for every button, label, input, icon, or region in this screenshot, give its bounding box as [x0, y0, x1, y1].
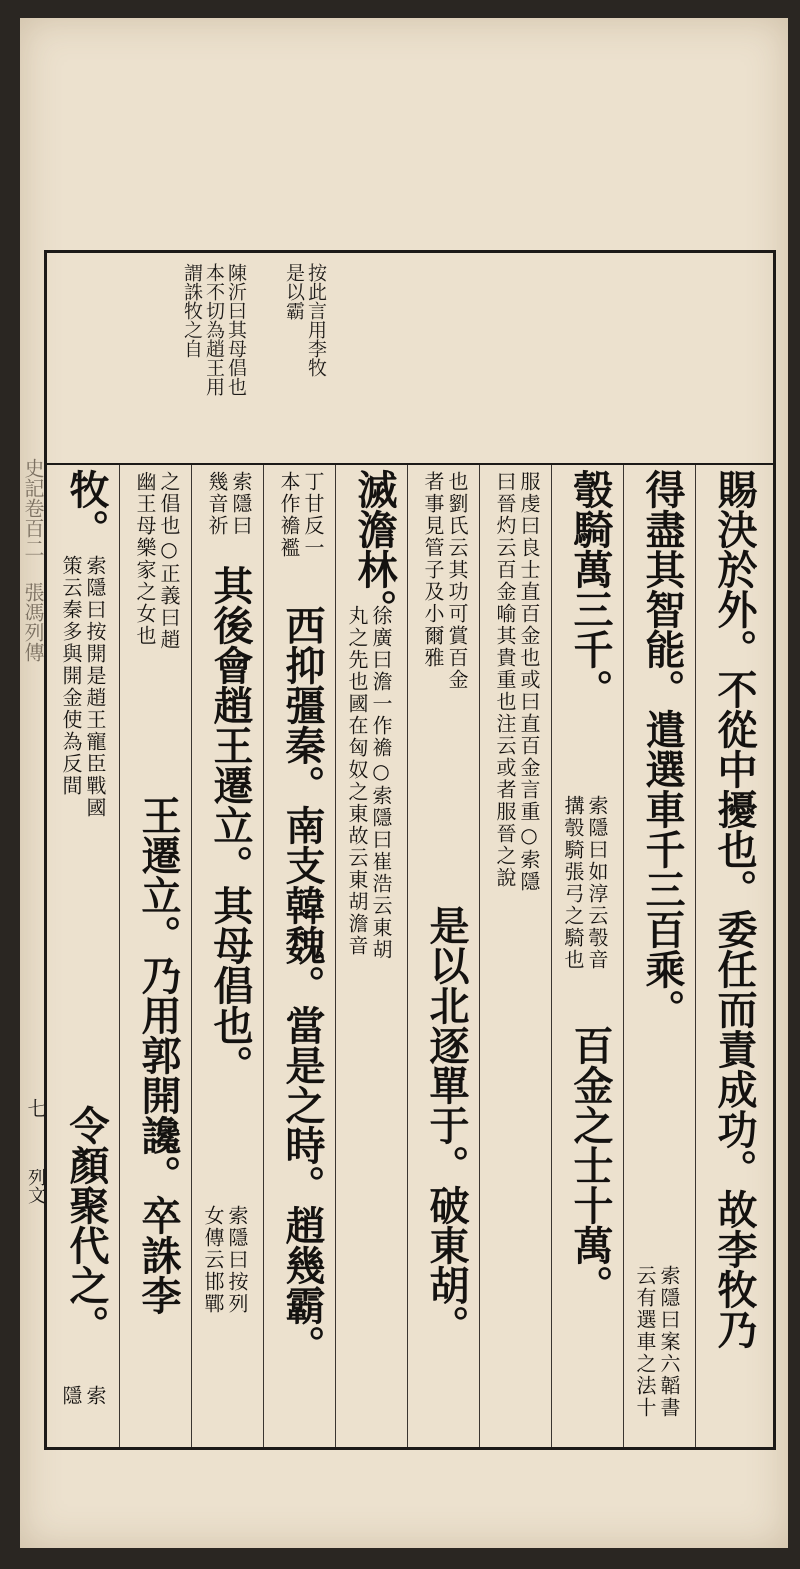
text-column-3-main: 彀騎萬三千。 — [567, 469, 614, 709]
text-column-1: 賜決於外。不從中擾也。委任而責成功。故李牧乃 — [711, 469, 758, 1349]
margin-title: 史記卷百二 張馮列傳 — [21, 458, 45, 662]
column-rule — [407, 465, 408, 1447]
top-note-left-col3: 謂誅牧之自 — [181, 263, 203, 358]
text-column-10-note-b: 策云秦多與開金使為反間 — [59, 555, 83, 797]
top-annotation-area — [47, 253, 773, 465]
text-column-5-note-b: 者事見管子及小爾雅 — [421, 471, 445, 669]
text-column-4-note-a: 服虔曰良士直百金也或曰直百金言重○索隱 — [517, 471, 541, 893]
page-number: 七 — [24, 1098, 48, 1118]
column-rule — [551, 465, 552, 1447]
column-rule — [263, 465, 264, 1447]
text-column-2-note-b: 云有選車之法十 — [633, 1265, 657, 1419]
column-rule — [479, 465, 480, 1447]
text-column-8-note-a: 索隱曰 — [229, 471, 253, 537]
margin-tag: 列文 — [25, 1168, 46, 1204]
text-column-10-note-d: 隱 — [59, 1385, 83, 1407]
text-column-9-main: 王遷立。乃用郭開讒。卒誅李 — [135, 795, 182, 1315]
text-column-6-note-b: 丸之先也國在匈奴之東故云東胡澹音 — [345, 605, 369, 957]
text-column-3-main2: 百金之士十萬。 — [567, 1025, 614, 1305]
column-rule — [695, 465, 696, 1447]
column-rule — [119, 465, 120, 1447]
text-column-10-note-a: 索隱曰按開是趙王寵臣戰國 — [83, 555, 107, 819]
text-column-8-note-d: 女傳云邯鄲 — [201, 1205, 225, 1315]
column-rule — [191, 465, 192, 1447]
text-column-6-main: 滅澹林。 — [351, 469, 398, 629]
text-column-8-note-b: 幾音祈 — [205, 471, 229, 537]
column-rule — [335, 465, 336, 1447]
text-column-8-main: 其後會趙王遷立。其母倡也。 — [207, 565, 254, 1085]
text-column-7-note-b: 本作襜襤 — [277, 471, 301, 559]
text-column-10-main: 牧。 — [63, 469, 110, 549]
text-column-3-note-a: 索隱曰如淳云彀音 — [585, 795, 609, 971]
text-column-3-note-b: 搆彀騎張弓之騎也 — [561, 795, 585, 971]
top-note-left-col2: 本不切為趙王用 — [203, 263, 225, 396]
text-column-7-note-a: 丁甘反一 — [301, 471, 325, 559]
text-column-7-main: 西抑彊秦。南支韓魏。當是之時。趙幾霸。 — [279, 605, 326, 1365]
text-column-5-main: 是以北逐單于。破東胡。 — [423, 905, 470, 1345]
top-note-right-col1: 按此言用李牧 — [305, 263, 327, 377]
column-rule — [623, 465, 624, 1447]
text-column-8-note-c: 索隱曰按列 — [225, 1205, 249, 1315]
text-frame — [44, 250, 776, 1450]
text-column-4-note-b: 曰晉灼云百金喻其貴重也注云或者服晉之說 — [493, 471, 517, 889]
book-page — [20, 18, 788, 1548]
text-column-9-note-a: 之倡也○正義曰趙 — [157, 471, 181, 651]
top-note-left-col1: 陳沂曰其母倡也 — [225, 263, 247, 396]
text-column-5-note-a: 也劉氏云其功可賞百金 — [445, 471, 469, 691]
text-column-2-main: 得盡其智能。遣選車千三百乘。 — [639, 469, 686, 1029]
text-column-10-main2: 令顏聚代之。 — [63, 1105, 110, 1345]
top-note-right-col2: 是以霸 — [283, 263, 305, 320]
text-column-9-note-b: 幽王母樂家之女也 — [133, 471, 157, 647]
text-column-6-note-a: 徐廣曰澹一作襜○索隱曰崔浩云東胡 — [369, 605, 393, 961]
text-column-2-note-a: 索隱曰案六韜書 — [657, 1265, 681, 1419]
text-column-10-note-c: 索 — [83, 1385, 107, 1407]
main-text-body — [47, 465, 773, 1447]
